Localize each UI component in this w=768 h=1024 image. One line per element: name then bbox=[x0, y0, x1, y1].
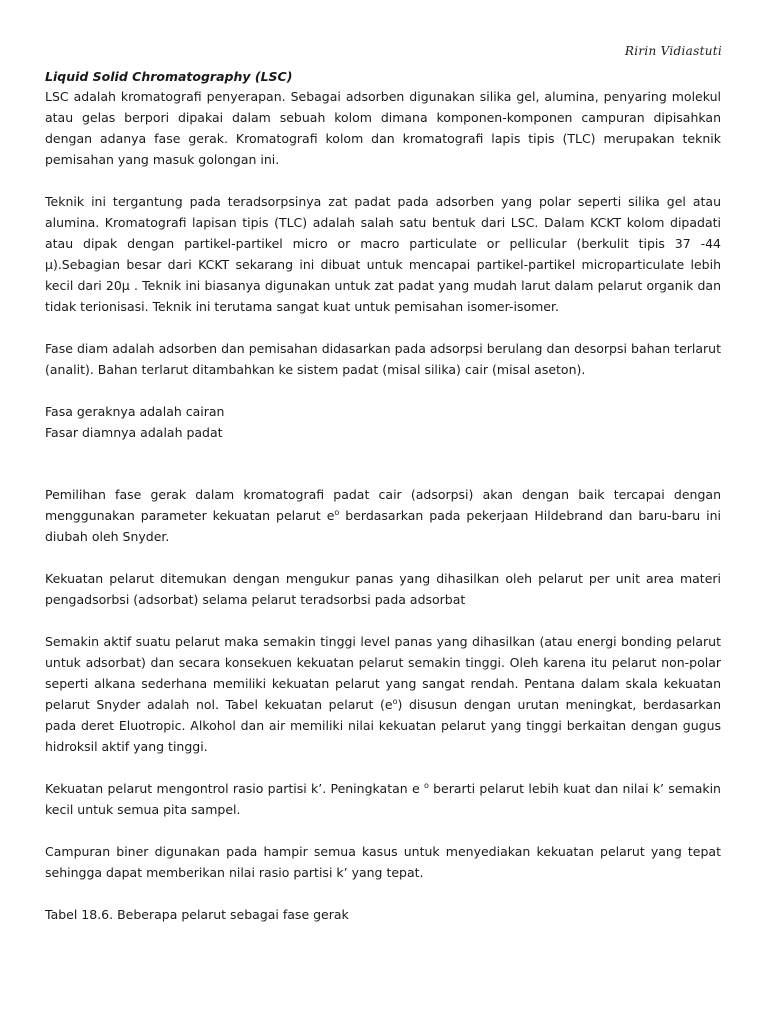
paragraph-mobile-phase-selection bbox=[45, 484, 721, 547]
paragraph-lsc-definition: LSC adalah kromatografi penyerapan. Sebagai adsorben digunakan silika gel, alumina, penyaring molekul atau gelas berpori dipakai dalam sebuah kolom dimana komponen-komponen campuran dipisahkan dengan adanya fase gerak. Kromatografi kolom dan kromatografi lapis tipis (TLC) merupakan teknik pemisahan yang masuk golongan ini. bbox=[45, 89, 721, 167]
superscript: o bbox=[334, 507, 340, 517]
paragraph-technique: Teknik ini tergantung pada teradsorpsinya zat padat pada adsorben yang polar seperti silika gel atau alumina. Kromatografi lapisan tipis (TLC) adalah salah satu bentuk dari LSC. Dalam KCKT kolom dipadati atau dipak dengan partikel-partikel micro or macro particulate or pellicular (berkulit tipis 37 -44 μ).Sebagian besar dari KCKT sekarang ini dibuat untuk mencapai partikel-partikel microparticulate lebih kecil dari 20μ . Teknik ini biasanya digunakan untuk zat padat yang mudah larut dalam pelarut organik dan tidak terionisasi. Teknik ini terutama sangat kuat untuk pemisahan isomer-isomer. bbox=[45, 194, 721, 314]
text-segment: ) disusun dengan urutan meningkat, berdasarkan pada deret Eluotropic. Alkohol dan air memiliki nilai kekuatan pelarut yang tinggi berkaitan dengan gugus hidroksil aktif yang tinggi. bbox=[45, 697, 721, 754]
document-body bbox=[45, 68, 721, 925]
paragraph-solvent-strength: Kekuatan pelarut ditemukan dengan mengukur panas yang dihasilkan oleh pelarut per unit area materi pengadsorbsi (adsorbat) selama pelarut teradsorbsi pada adsorbat bbox=[45, 571, 721, 607]
paragraph-binary-mixture: Campuran biner digunakan pada hampir semua kasus untuk menyediakan kekuatan pelarut yang tepat sehingga dapat memberikan nilai rasio partisi k’ yang tepat. bbox=[45, 844, 721, 880]
text-segment: Semakin aktif suatu pelarut maka semakin tinggi level panas yang dihasilkan (atau energi bonding pelarut untuk adsorbat) dan secara konsekuen kekuatan pelarut semakin tinggi. Oleh karena itu pelarut non-polar seperti alkana sederhana memiliki kekuatan pelarut yang sangat rendah. Pentana dalam skala kekuatan pelarut Snyder adalah nol. Tabel kekuatan pelarut (e bbox=[45, 634, 721, 712]
line-mobile-phase: Fasa geraknya adalah cairan bbox=[45, 404, 225, 419]
text-segment: Kekuatan pelarut mengontrol rasio partisi k’. Peningkatan e bbox=[45, 781, 424, 796]
author-name: Ririn Vidiastuti bbox=[624, 44, 722, 58]
superscript: o bbox=[392, 696, 398, 706]
text-segment: Pemilihan fase gerak dalam kromatografi padat cair (adsorpsi) akan dengan baik tercapai dengan menggunakan parameter kekuatan pelarut e bbox=[45, 487, 721, 523]
line-stationary-phase: Fasar diamnya adalah padat bbox=[45, 425, 223, 440]
section-title: Liquid Solid Chromatography (LSC) bbox=[45, 69, 293, 84]
paragraph-partition-ratio bbox=[45, 778, 721, 820]
paragraph-active-solvent bbox=[45, 631, 721, 757]
paragraph-stationary-phase: Fase diam adalah adsorben dan pemisahan didasarkan pada adsorpsi berulang dan desorpsi bahan terlarut (analit). Bahan terlarut ditambahkan ke sistem padat (misal silika) cair (misal aseton). bbox=[45, 341, 721, 377]
text-segment: berarti pelarut lebih kuat dan nilai k’ semakin kecil untuk semua pita sampel. bbox=[45, 781, 721, 817]
table-caption: Tabel 18.6. Beberapa pelarut sebagai fase gerak bbox=[45, 907, 349, 922]
text-segment: berdasarkan pada pekerjaan Hildebrand dan baru-baru ini diubah oleh Snyder. bbox=[45, 508, 721, 544]
superscript: o bbox=[423, 780, 429, 790]
